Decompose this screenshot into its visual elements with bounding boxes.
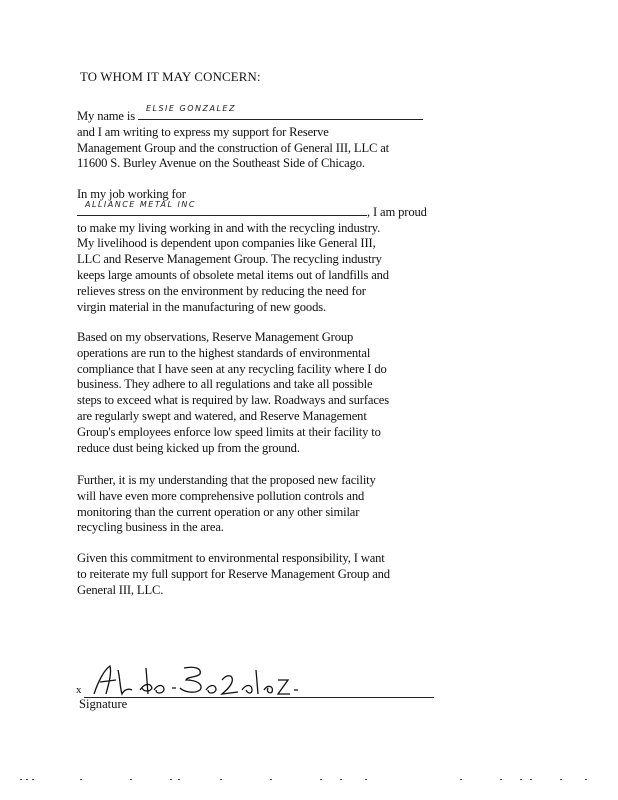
- intro-line-2: and I am writing to express my support for Reserve: [77, 124, 329, 139]
- employer-blank: [77, 200, 367, 216]
- handwritten-signature: [84, 660, 314, 700]
- name-line: [77, 104, 447, 125]
- intro-line-3: Management Group and the construction of General III, LLC at: [77, 140, 390, 155]
- observations-line: steps to exceed what is required by law. Roadways and surfaces: [77, 393, 389, 408]
- understanding-paragraph: [77, 473, 447, 536]
- handwritten-employer: ALLIANCE METAL INC: [85, 200, 196, 209]
- job-line-3: to make my living working in and with the recycling industry.: [77, 220, 381, 235]
- signature-x-mark: x: [76, 684, 82, 696]
- job-line-5: LLC and Reserve Management Group. The recycling industry: [77, 252, 382, 267]
- signature-label: Signature: [79, 697, 128, 711]
- observations-line: reduce dust being kicked up from the ground.: [77, 440, 300, 455]
- closing-line: Given this commitment to environmental responsibility, I want: [77, 551, 385, 565]
- job-line-4: My livelihood is dependent upon companies like General III,: [77, 236, 376, 251]
- job-line-6: keeps large amounts of obsolete metal items out of landfills and: [77, 267, 389, 282]
- handwritten-name: ELSIE GONZALEZ: [145, 104, 236, 114]
- understanding-line: Further, it is my understanding that the proposed new facility: [77, 473, 376, 487]
- employer-line: [77, 200, 447, 221]
- name-prefix: My name is: [77, 109, 135, 123]
- signature-line: [84, 697, 434, 698]
- job-line-8: virgin material in the manufacturing of new goods.: [77, 299, 326, 314]
- scan-specks: [20, 778, 600, 782]
- employer-line-suffix: , I am proud: [367, 204, 427, 219]
- observations-line: Group's employees enforce low speed limits at their facility to: [77, 424, 381, 439]
- closing-line: to reiterate my full support for Reserve Management Group and: [77, 566, 390, 581]
- signature-block: [70, 660, 440, 720]
- job-paragraph: [77, 187, 447, 315]
- job-line-1: In my job working for: [77, 187, 186, 201]
- observations-paragraph: [77, 330, 447, 456]
- closing-paragraph: [77, 551, 447, 598]
- intro-paragraph: [77, 104, 447, 172]
- observations-line: business. They adhere to all regulations and take all possible: [77, 377, 373, 392]
- letter-heading: TO WHOM IT MAY CONCERN:: [80, 70, 261, 84]
- understanding-line: recycling business in the area.: [77, 520, 224, 535]
- observations-line: are regularly swept and watered, and Reserve Management: [77, 408, 367, 423]
- name-blank: [138, 104, 423, 120]
- observations-line: compliance that I have seen at any recycling facility where I do: [77, 361, 387, 376]
- job-line-7: relieves stress on the environment by reducing the need for: [77, 283, 366, 298]
- observations-line: operations are run to the highest standards of environmental: [77, 345, 371, 360]
- understanding-line: will have even more comprehensive pollution controls and: [77, 488, 365, 503]
- understanding-line: monitoring than the current operation or any other similar: [77, 504, 360, 519]
- intro-line-4: 11600 S. Burley Avenue on the Southeast Side of Chicago.: [77, 156, 365, 171]
- closing-line: General III, LLC.: [77, 582, 164, 597]
- observations-line: Based on my observations, Reserve Management Group: [77, 330, 354, 344]
